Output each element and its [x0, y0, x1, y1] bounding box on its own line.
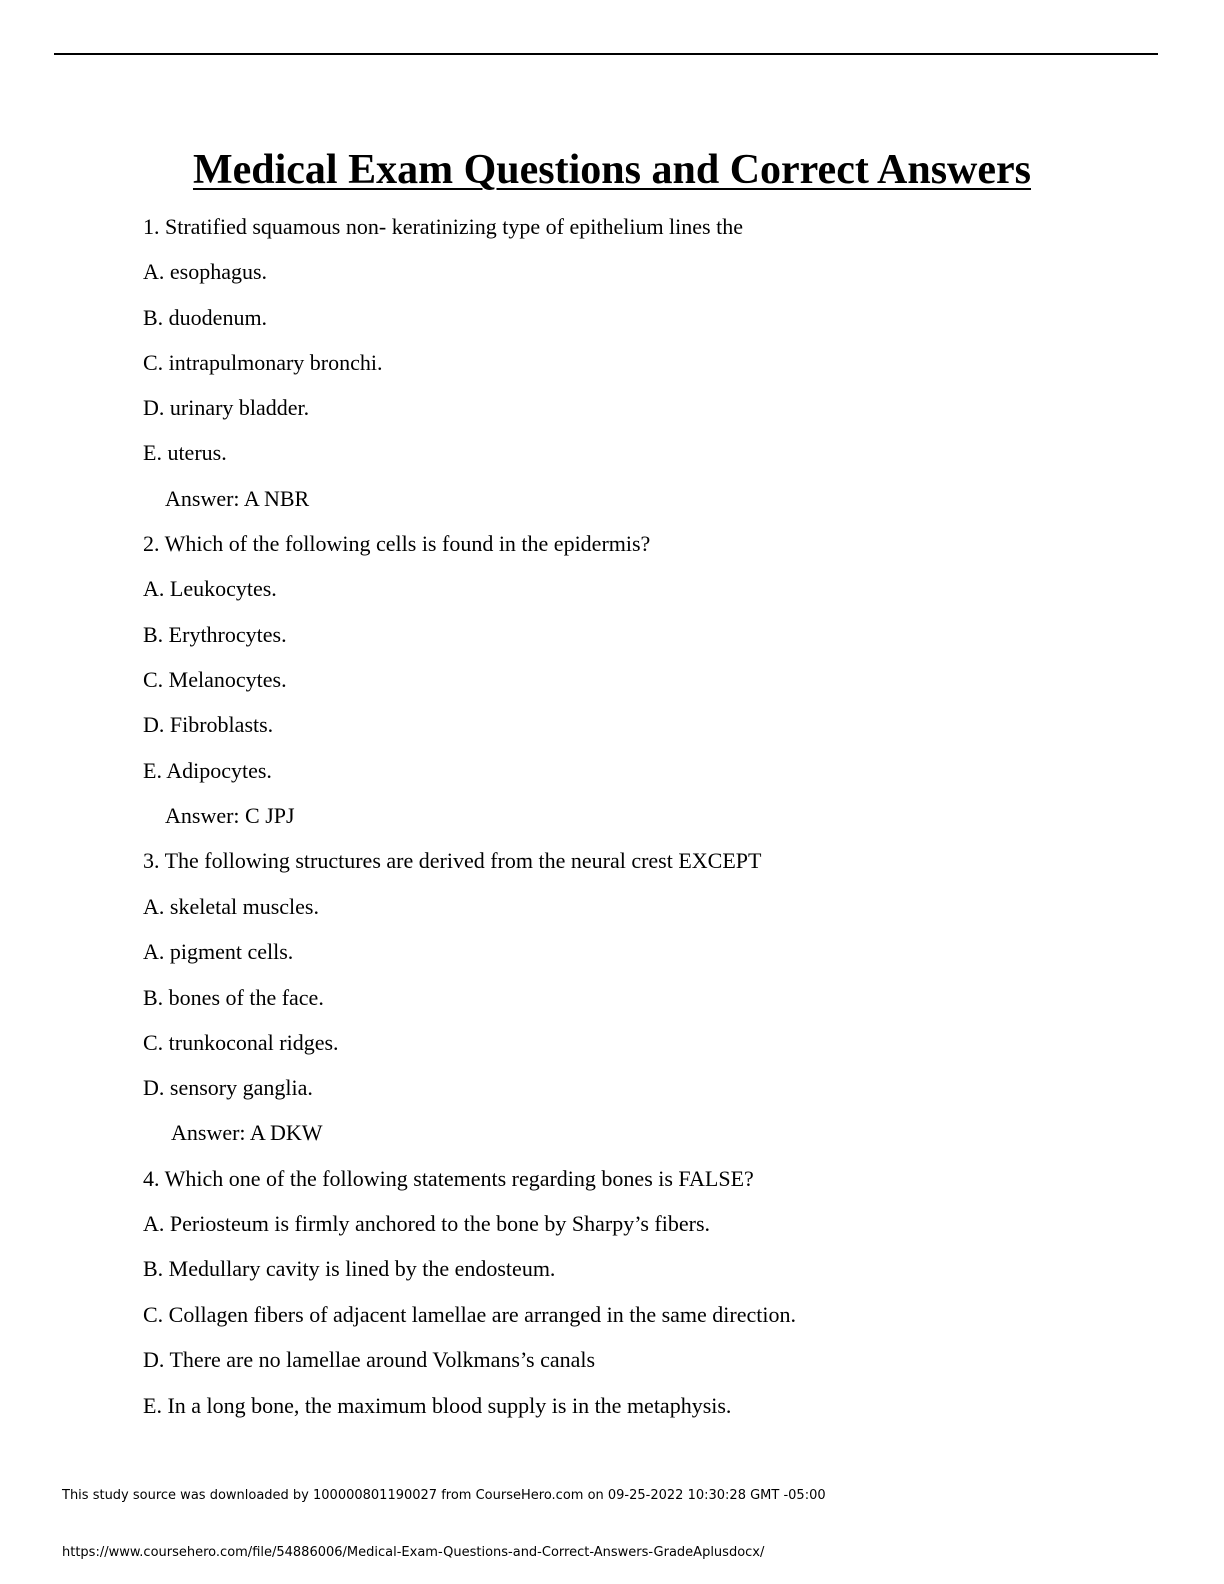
question-4: 4. Which one of the following statements regarding bones is FALSE? [143, 1166, 754, 1191]
answer-3: Answer: A DKW [171, 1120, 323, 1145]
option-4b: B. Medullary cavity is lined by the endosteum. [143, 1256, 556, 1281]
option-3a: A. skeletal muscles. [143, 894, 319, 919]
answer-1: Answer: A NBR [165, 486, 310, 511]
option-2c: C. Melanocytes. [143, 667, 287, 692]
option-1e: E. uterus. [143, 440, 227, 465]
download-notice: This study source was downloaded by 100000801190027 from CourseHero.com on 09-25-2022 10:30:28 GMT -05:00 [62, 1488, 826, 1503]
option-3d: D. sensory ganglia. [143, 1075, 313, 1100]
question-1: 1. Stratified squamous non- keratinizing type of epithelium lines the [143, 214, 743, 239]
option-1b: B. duodenum. [143, 305, 268, 330]
option-2e: E. Adipocytes. [143, 758, 272, 783]
option-1c: C. intrapulmonary bronchi. [143, 350, 383, 375]
question-3: 3. The following structures are derived from the neural crest EXCEPT [143, 848, 762, 873]
header-rule [54, 53, 1158, 55]
option-3a-2: A. pigment cells. [143, 939, 294, 964]
option-4c: C. Collagen fibers of adjacent lamellae are arranged in the same direction. [143, 1302, 796, 1327]
option-2b: B. Erythrocytes. [143, 622, 287, 647]
option-4e: E. In a long bone, the maximum blood supply is in the metaphysis. [143, 1393, 732, 1418]
option-3c: C. trunkoconal ridges. [143, 1030, 339, 1055]
option-2a: A. Leukocytes. [143, 576, 277, 601]
source-url[interactable]: https://www.coursehero.com/file/54886006/Medical-Exam-Questions-and-Correct-Answers-GradeAplusdocx/ [62, 1545, 765, 1560]
page-title: Medical Exam Questions and Correct Answers [192, 147, 1031, 193]
option-1a: A. esophagus. [143, 259, 268, 284]
answer-2: Answer: C JPJ [165, 803, 295, 828]
question-2: 2. Which of the following cells is found in the epidermis? [143, 531, 651, 556]
option-1d: D. urinary bladder. [143, 395, 310, 420]
option-4a: A. Periosteum is firmly anchored to the bone by Sharpy’s fibers. [143, 1211, 711, 1236]
option-3b: B. bones of the face. [143, 985, 324, 1010]
option-4d: D. There are no lamellae around Volkmans’s canals [143, 1347, 596, 1372]
option-2d: D. Fibroblasts. [143, 712, 274, 737]
